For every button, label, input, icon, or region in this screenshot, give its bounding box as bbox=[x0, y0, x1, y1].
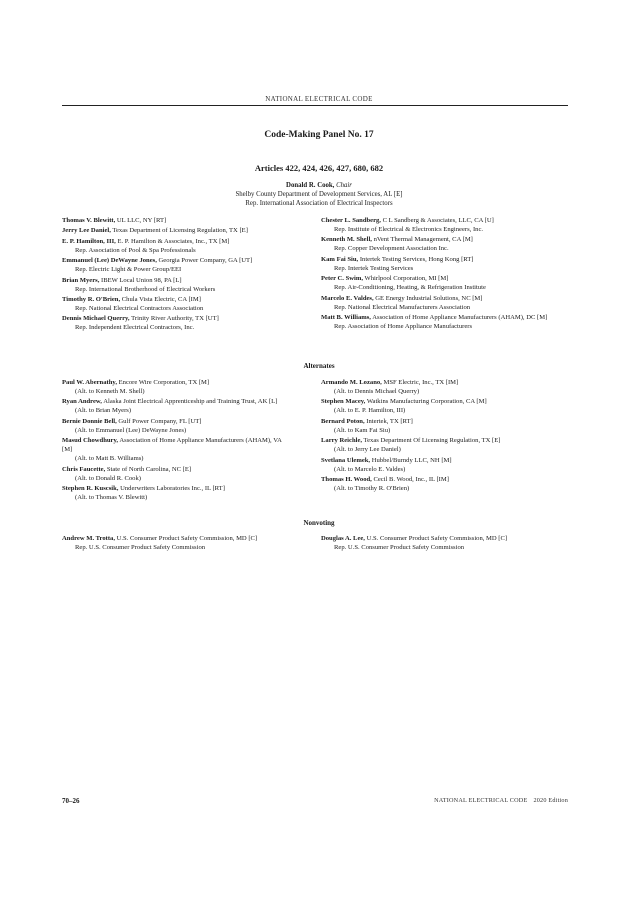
footer-edition: 2020 Edition bbox=[533, 797, 568, 804]
member-line bbox=[321, 436, 569, 445]
chair-name: Donald R. Cook, bbox=[286, 182, 335, 189]
member-representation: Rep. Air-Conditioning, Heating, & Refrigeration Institute bbox=[334, 284, 486, 292]
member-affiliation: U.S. Consumer Product Safety Commission, MD [C] bbox=[364, 535, 508, 542]
member-entry bbox=[62, 397, 290, 415]
member-name: Stephen R. Kuscsik, bbox=[62, 484, 119, 492]
member-affiliation: C L Sandberg & Associates, LLC, CA [U] bbox=[380, 217, 494, 224]
member-affiliation: Underwriters Laboratories Inc., IL [RT] bbox=[118, 484, 225, 492]
member-name: Armando M. Lozano, bbox=[321, 379, 382, 386]
member-affiliation: Intertek, TX [RT] bbox=[364, 417, 413, 425]
alternates-left-column bbox=[62, 378, 290, 503]
member-affiliation: Association of Home Appliance Manufacturers (AHAM), DC [M] bbox=[370, 313, 548, 321]
member-representation: (Alt. to Thomas V. Blewitt) bbox=[75, 493, 148, 501]
chair-block bbox=[0, 181, 638, 209]
member-line bbox=[321, 294, 569, 303]
header-rule bbox=[62, 105, 568, 106]
member-entry bbox=[62, 314, 290, 332]
member-line bbox=[321, 397, 569, 406]
member-affiliation: Intertek Testing Services, Hong Kong [RT] bbox=[358, 255, 474, 263]
member-affiliation: nVent Thermal Management, CA [M] bbox=[371, 236, 473, 244]
member-affiliation: E. P. Hamilton & Associates, Inc., TX [M] bbox=[115, 237, 230, 245]
member-line bbox=[62, 276, 290, 285]
member-line bbox=[62, 216, 290, 225]
member-name: Kam Fai Siu, bbox=[321, 255, 359, 263]
member-affiliation: Alaska Joint Electrical Apprenticeship and Training Trust, AK [L] bbox=[101, 398, 278, 406]
member-representation: (Alt. to Brian Myers) bbox=[75, 407, 132, 415]
member-affiliation: U.S. Consumer Product Safety Commission, MD [C] bbox=[115, 535, 258, 542]
member-representation: Rep. National Electrical Contractors Association bbox=[75, 304, 204, 312]
member-line bbox=[321, 313, 569, 322]
member-affiliation: Hubbel/Burndy LLC, NH [M] bbox=[370, 456, 452, 464]
member-affiliation: Trinity River Authority, TX [UT] bbox=[129, 315, 219, 323]
member-representation: (Alt. to Donald R. Cook) bbox=[75, 474, 141, 482]
nonvoting-right-column bbox=[321, 534, 557, 553]
member-line bbox=[321, 417, 569, 426]
member-representation: (Alt. to Emmanuel (Lee) DeWayne Jones) bbox=[75, 426, 187, 434]
member-representation: (Alt. to Marcelo E. Valdes) bbox=[334, 465, 406, 473]
member-representation: Rep. Intertek Testing Services bbox=[334, 264, 414, 272]
member-name: Emmanuel (Lee) DeWayne Jones, bbox=[62, 257, 157, 265]
member-line bbox=[62, 436, 290, 454]
member-affiliation: MSF Electric, Inc., TX [IM] bbox=[381, 379, 459, 386]
member-representation: (Alt. to Kam Fai Siu) bbox=[334, 426, 391, 434]
footer-title bbox=[434, 797, 568, 804]
member-affiliation: GE Energy Industrial Solutions, NC [M] bbox=[373, 294, 483, 302]
member-entry bbox=[62, 465, 290, 483]
member-representation: Rep. Association of Pool & Spa Professionals bbox=[75, 246, 196, 254]
member-name: Bernard Poton, bbox=[321, 417, 365, 425]
alternates-heading: Alternates bbox=[303, 362, 335, 370]
articles-heading: Articles 422, 424, 426, 427, 680, 682 bbox=[254, 163, 384, 173]
member-line bbox=[62, 465, 290, 474]
member-entry bbox=[321, 313, 569, 331]
member-line bbox=[62, 295, 290, 304]
member-entry bbox=[62, 417, 290, 435]
member-affiliation: Watkins Manufacturing Corporation, CA [M] bbox=[365, 398, 487, 406]
member-name: Svetlana Ulemek, bbox=[321, 456, 371, 464]
member-line bbox=[62, 237, 290, 246]
member-representation: Rep. Copper Development Association Inc. bbox=[334, 245, 449, 253]
member-name: Thomas H. Wood, bbox=[321, 475, 372, 483]
member-name: Andrew M. Trotta, bbox=[62, 535, 115, 542]
member-affiliation: UL LLC, NY [RT] bbox=[115, 217, 167, 224]
member-affiliation: Georgia Power Company, GA [UT] bbox=[156, 257, 253, 265]
member-affiliation: Cecil B. Wood, Inc., IL [IM] bbox=[371, 475, 449, 483]
member-name: Bernie Donnie Bell, bbox=[62, 417, 117, 425]
member-line bbox=[321, 378, 569, 387]
member-line bbox=[321, 456, 569, 465]
member-entry bbox=[321, 235, 569, 253]
member-line bbox=[321, 235, 569, 244]
member-representation: (Alt. to Kenneth M. Shell) bbox=[75, 388, 145, 395]
member-affiliation: Texas Department of Licensing Regulation, TX [E] bbox=[110, 227, 248, 235]
member-representation: (Alt. to Dennis Michael Querry) bbox=[334, 388, 420, 395]
member-affiliation: Encore Wire Corporation, TX [M] bbox=[116, 379, 210, 386]
member-representation: (Alt. to Matt B. Williams) bbox=[75, 455, 144, 463]
member-affiliation: IBEW Local Union 98, PA [L] bbox=[99, 276, 182, 284]
member-affiliation: Gulf Power Company, FL [UT] bbox=[116, 417, 202, 425]
member-entry bbox=[321, 216, 569, 234]
member-line bbox=[62, 256, 290, 265]
member-line bbox=[321, 255, 569, 264]
chair-role: Chair bbox=[336, 182, 352, 189]
member-name: Douglas A. Lee, bbox=[321, 535, 365, 542]
member-name: Masud Chowdhury, bbox=[62, 437, 119, 445]
member-name: Brian Myers, bbox=[62, 276, 100, 284]
footer-code-title: NATIONAL ELECTRICAL CODE bbox=[434, 797, 528, 804]
member-entry bbox=[62, 237, 290, 255]
member-entry bbox=[62, 216, 290, 225]
member-line bbox=[62, 534, 298, 543]
member-line bbox=[62, 417, 290, 426]
member-entry bbox=[62, 295, 290, 313]
member-representation: (Alt. to E. P. Hamilton, III) bbox=[334, 407, 406, 415]
member-name: Thomas V. Blewitt, bbox=[62, 217, 116, 224]
member-representation: (Alt. to Timothy R. O'Brien) bbox=[334, 484, 410, 492]
member-line bbox=[62, 397, 290, 406]
member-name: Timothy R. O'Brien, bbox=[62, 295, 121, 303]
nonvoting-left-column bbox=[62, 534, 298, 553]
member-line bbox=[62, 378, 290, 387]
member-representation: Rep. Independent Electrical Contractors, Inc. bbox=[75, 324, 195, 332]
chair-representation: Rep. International Association of Electrical Inspectors bbox=[245, 200, 393, 208]
member-name: Paul W. Abernathy, bbox=[62, 379, 117, 386]
member-entry bbox=[62, 256, 290, 274]
member-line bbox=[62, 484, 290, 493]
member-representation: Rep. U.S. Consumer Product Safety Commission bbox=[334, 544, 465, 551]
member-name: Stephen Macey, bbox=[321, 398, 366, 406]
member-representation: Rep. Association of Home Appliance Manufacturers bbox=[334, 322, 473, 330]
member-entry bbox=[321, 456, 569, 474]
member-name: Matt B. Williams, bbox=[321, 313, 371, 321]
member-entry bbox=[321, 417, 569, 435]
running-head: NATIONAL ELECTRICAL CODE bbox=[265, 95, 373, 103]
page-number: 70–26 bbox=[62, 797, 80, 805]
members-right-column bbox=[321, 216, 569, 332]
member-entry bbox=[321, 534, 557, 552]
member-representation: (Alt. to Jerry Lee Daniel) bbox=[334, 446, 401, 454]
member-representation: Rep. U.S. Consumer Product Safety Commission bbox=[75, 544, 206, 551]
member-entry bbox=[321, 475, 569, 493]
member-entry bbox=[321, 294, 569, 312]
member-name: Dennis Michael Querry, bbox=[62, 315, 130, 323]
member-name: Chester L. Sandberg, bbox=[321, 217, 381, 224]
member-line bbox=[62, 226, 290, 235]
member-representation: Rep. International Brotherhood of Electrical Workers bbox=[75, 285, 216, 293]
chair-affiliation: Shelby County Department of Development Services, AL [E] bbox=[235, 191, 403, 199]
member-representation: Rep. National Electrical Manufacturers Association bbox=[334, 303, 471, 311]
member-entry bbox=[321, 274, 569, 292]
member-name: E. P. Hamilton, III, bbox=[62, 237, 116, 245]
member-name: Ryan Andrew, bbox=[62, 398, 102, 406]
member-affiliation: Texas Department Of Licensing Regulation, TX [E] bbox=[362, 437, 501, 445]
member-line bbox=[321, 475, 569, 484]
member-entry bbox=[321, 378, 569, 396]
member-name: Peter C. Swim, bbox=[321, 275, 363, 283]
member-name: Larry Reichle, bbox=[321, 437, 363, 445]
chair-name-line bbox=[0, 181, 638, 190]
member-line bbox=[321, 216, 569, 225]
member-affiliation: Whirlpool Corporation, MI [M] bbox=[363, 275, 449, 283]
member-line bbox=[62, 314, 290, 323]
member-name: Marcelo E. Valdes, bbox=[321, 294, 374, 302]
member-line bbox=[321, 534, 557, 543]
member-entry bbox=[321, 397, 569, 415]
member-name: Jerry Lee Daniel, bbox=[62, 227, 111, 235]
member-representation: Rep. Institute of Electrical & Electronics Engineers, Inc. bbox=[334, 226, 484, 233]
member-affiliation: State of North Carolina, NC [E] bbox=[105, 465, 192, 473]
member-affiliation: Chula Vista Electric, CA [IM] bbox=[120, 295, 201, 303]
member-entry bbox=[62, 534, 298, 552]
member-entry bbox=[62, 276, 290, 294]
member-name: Kenneth M. Shell, bbox=[321, 236, 372, 244]
member-entry bbox=[62, 484, 290, 502]
member-entry bbox=[321, 255, 569, 273]
panel-title: Code-Making Panel No. 17 bbox=[264, 130, 374, 140]
member-entry bbox=[62, 436, 290, 463]
member-entry bbox=[62, 378, 290, 396]
member-representation: Rep. Electric Light & Power Group/EEI bbox=[75, 266, 182, 274]
member-line bbox=[321, 274, 569, 283]
alternates-right-column bbox=[321, 378, 569, 494]
member-name: Chris Faucette, bbox=[62, 465, 106, 473]
members-left-column bbox=[62, 216, 290, 334]
nonvoting-heading: Nonvoting bbox=[303, 519, 335, 527]
member-entry bbox=[321, 436, 569, 454]
member-affiliation: Association of Home Appliance Manufacturers (AHAM), VA [M] bbox=[62, 437, 282, 454]
member-entry bbox=[62, 226, 290, 235]
